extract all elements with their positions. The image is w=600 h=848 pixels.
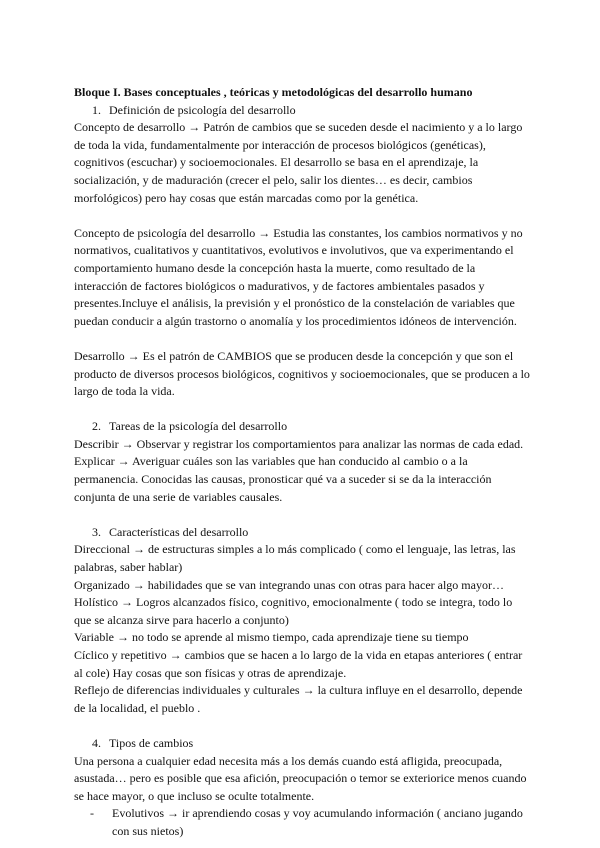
paragraph-concepto-desarrollo: Concepto de desarrollo → Patrón de cambios que se suceden desde el nacimiento y a lo largo de toda la vida, fundamentalmente por interacción de procesos biológicos (genéticas), cognitivos (escuchar) y socioemocionales. El desarrollo se basa en el aprendizaje, la socialización, y de maduración (crecer el pelo, salir los dientes… es decir, cambios morfológicos) pero hay cosas que están marcadas como por la genética. (74, 120, 523, 205)
section-number: 3. (92, 524, 101, 539)
document-body (74, 84, 530, 841)
paragraph-tipos-cambios: Una persona a cualquier edad necesita más a los demás cuando está afligida, preocupada, asustada… pero es posible que esa afición, preocupación o temor se exteriorice menos cuando se hace mayor, o que incluso se oculte totalmente. (74, 753, 527, 803)
section-heading-text: Tipos de cambios (109, 735, 194, 750)
section-number: 2. (92, 419, 101, 434)
paragraph-explicar: Explicar → Averiguar cuáles son las variables que han conducido al cambio o a la permanencia. Conocidas las causas, pronosticar qué va a suceder si se da la interacción conjunta de una serie de variables causales. (74, 454, 492, 504)
paragraph-concepto-psicologia: Concepto de psicología del desarrollo → Estudia las constantes, los cambios normativos y no normativos, cualitativos y cuantitativos, evolutivos e involutivos, que va experimentando el comportamiento humano desde la concepción hasta la muerte, como resultado de la interacción de factores biológicos o madurativos, y de factores ambientales pasados y presentes.Incluye el análisis, la previsión y el pronóstico de la constelación de variables que puedan conducir a algún trastorno o anomalía y los procedimientos idóneos de intervención. (74, 225, 523, 328)
list-item-text: Evolutivos → ir aprendiendo cosas y voy acumulando información ( anciano jugando con sus nietos) (112, 806, 523, 838)
section-heading-4 (92, 735, 530, 753)
characteristic-direccional: Direccional → de estructuras simples a lo más complicado ( como el lenguaje, las letras, las palabras, saber hablar) (74, 542, 516, 575)
section-heading-text: Tareas de la psicología del desarrollo (109, 419, 288, 434)
characteristic-holistico: Holístico → Logros alcanzados físico, cognitivo, emocionalmente ( todo se integra, todo lo que se alcanza sirve para hacerlo a conjunto) (74, 595, 513, 627)
list-item (90, 805, 530, 840)
section-heading-3 (92, 524, 530, 542)
section-heading-text: Definición de psicología del desarrollo (109, 102, 296, 117)
document-title: Bloque I. Bases conceptuales , teóricas y metodológicas del desarrollo humano (74, 85, 473, 99)
section-number: 4. (92, 735, 101, 750)
characteristic-organizado: Organizado → habilidades que se van integrando unas con otras para hacer algo mayor… (74, 577, 504, 592)
characteristic-ciclico: Cíclico y repetitivo → cambios que se hacen a lo largo de la vida en etapas anteriores ( entrar al cole) Hay cosas que son físicas y otras de aprendizaje. (74, 648, 523, 680)
characteristic-variable: Variable → no todo se aprende al mismo tiempo, cada aprendizaje tiene su tiempo (74, 630, 469, 645)
paragraph-desarrollo: Desarrollo → Es el patrón de CAMBIOS que se producen desde la concepción y que son el producto de diversos procesos biológicos, cognitivos y socioemocionales, que se producen a lo largo de toda la vida. (74, 348, 530, 399)
characteristic-reflejo: Reflejo de diferencias individuales y culturales → la cultura influye en el desarrollo, depende de la localidad, el pueblo . (74, 683, 523, 715)
dash-bullet: - (90, 806, 94, 821)
section-heading-text: Características del desarrollo (109, 524, 249, 539)
section-heading-2 (92, 418, 530, 436)
section-number: 1. (92, 102, 101, 117)
paragraph-describir: Describir → Observar y registrar los comportamientos para analizar las normas de cada edad. (74, 436, 524, 451)
section-heading-1 (92, 102, 530, 120)
